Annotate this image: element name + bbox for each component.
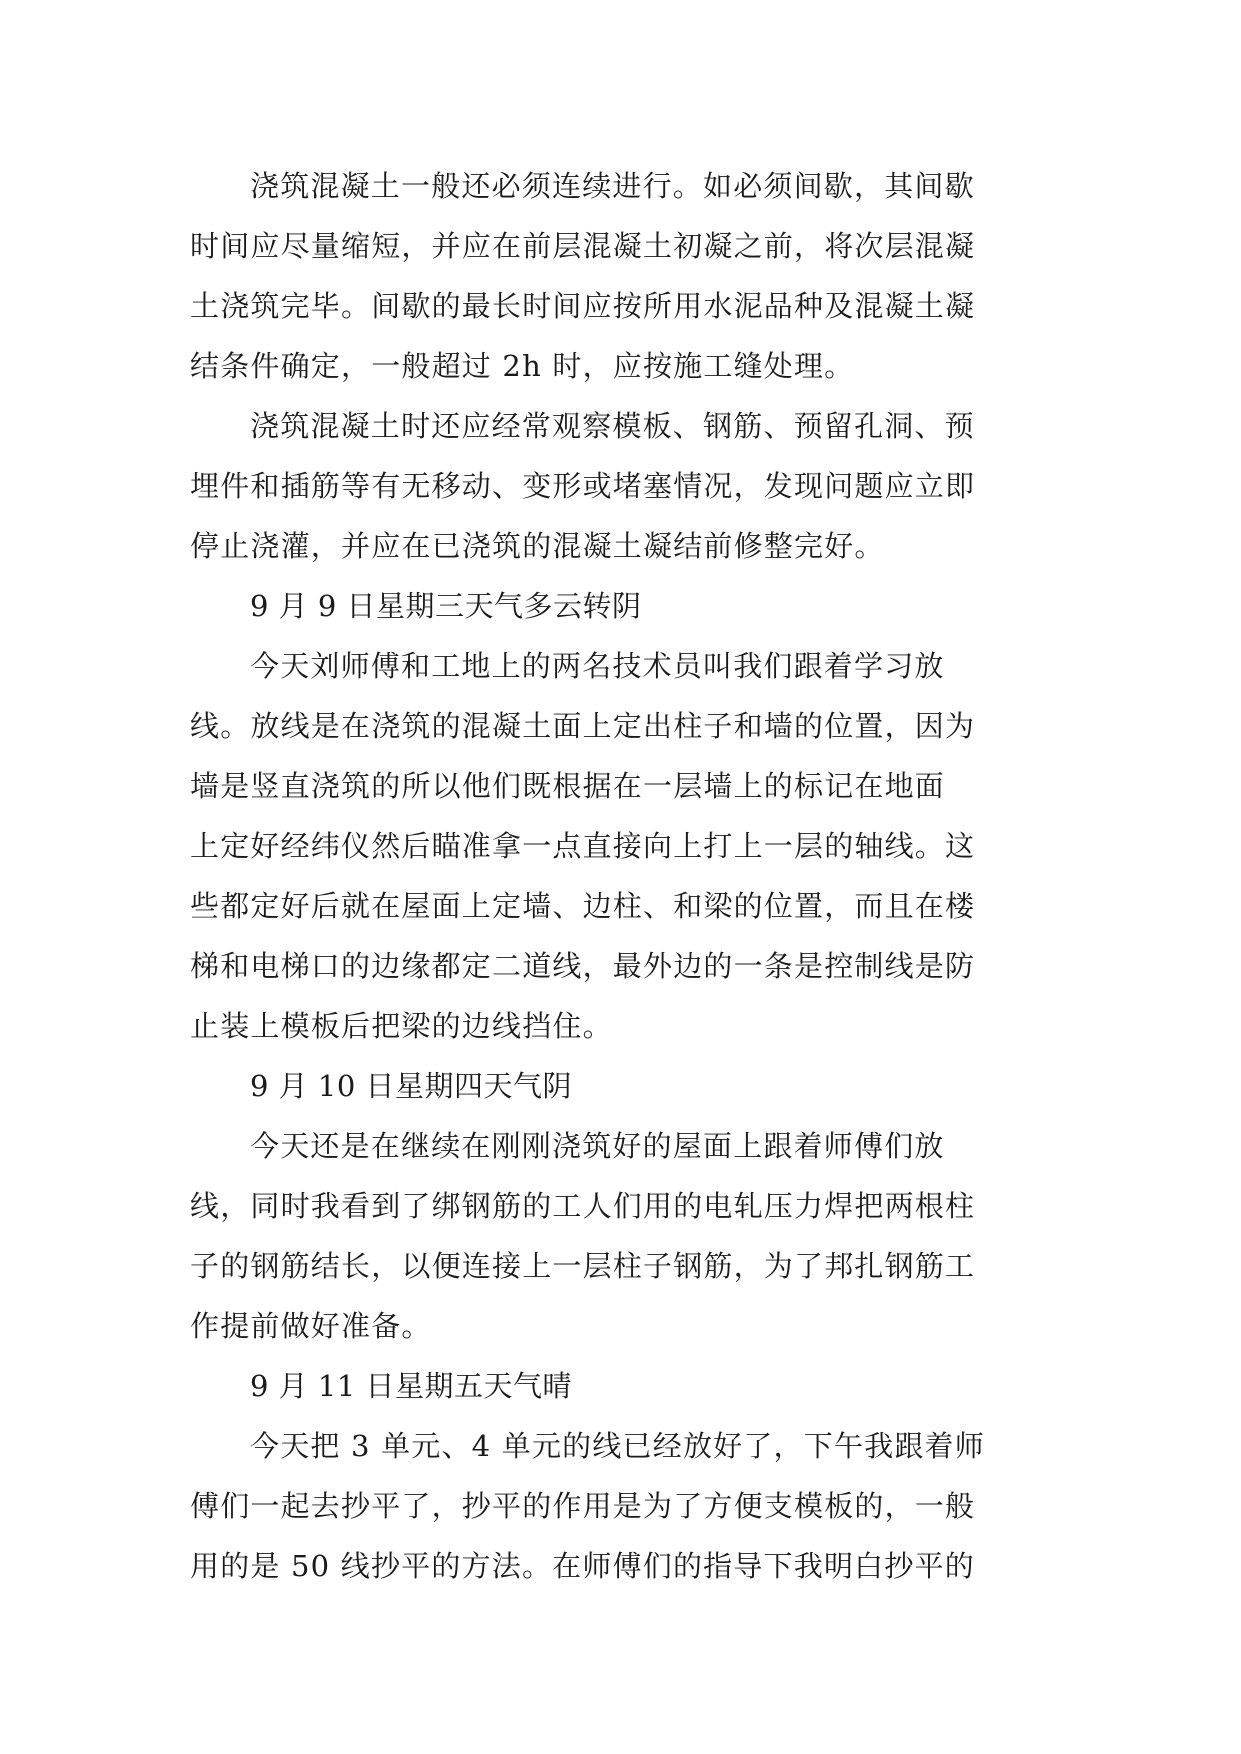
text-line: 傅们一起去抄平了，抄平的作用是为了方便支模板的，一般 [190, 1489, 976, 1523]
text-line: 作提前做好准备。 [190, 1309, 432, 1343]
text-line: 浇筑混凝土时还应经常观察模板、钢筋、预留孔洞、预 [250, 409, 975, 443]
text-line: 子的钢筋结长，以便连接上一层柱子钢筋，为了邦扎钢筋工 [190, 1249, 976, 1283]
text-line: 埋件和插筋等有无移动、变形或堵塞情况，发现问题应立即 [190, 469, 976, 503]
text-line: 结条件确定，一般超过 2h 时，应按施工缝处理。 [190, 349, 855, 383]
diary-date-heading: 9 月 9 日星期三天气多云转阴 [250, 589, 642, 623]
text-line: 时间应尽量缩短，并应在前层混凝土初凝之前，将次层混凝 [190, 229, 976, 263]
diary-date-heading: 9 月 10 日星期四天气阴 [250, 1069, 573, 1103]
text-line: 墙是竖直浇筑的所以他们既根据在一层墙上的标记在地面 [190, 769, 946, 803]
text-line: 今天还是在继续在刚刚浇筑好的屋面上跟着师傅们放 [250, 1129, 945, 1163]
diary-date-heading: 9 月 11 日星期五天气晴 [250, 1369, 573, 1403]
text-line: 用的是 50 线抄平的方法。在师傅们的指导下我明白抄平的 [190, 1549, 975, 1583]
text-line: 止装上模板后把梁的边线挡住。 [190, 1009, 613, 1043]
text-line: 浇筑混凝土一般还必须连续进行。如必须间歇，其间歇 [250, 169, 975, 203]
text-line: 些都定好后就在屋面上定墙、边柱、和梁的位置，而且在楼 [190, 889, 976, 923]
text-line: 停止浇灌，并应在已浇筑的混凝土凝结前修整完好。 [190, 529, 885, 563]
text-line: 今天把 3 单元、4 单元的线已经放好了，下午我跟着师 [250, 1429, 985, 1463]
text-line: 上定好经纬仪然后瞄准拿一点直接向上打上一层的轴线。这 [190, 829, 976, 863]
text-line: 土浇筑完毕。间歇的最长时间应按所用水泥品种及混凝土凝 [190, 289, 976, 323]
text-line: 线，同时我看到了绑钢筋的工人们用的电轧压力焊把两根柱 [190, 1189, 976, 1223]
text-line: 线。放线是在浇筑的混凝土面上定出柱子和墙的位置，因为 [190, 709, 976, 743]
text-line: 梯和电梯口的边缘都定二道线，最外边的一条是控制线是防 [190, 949, 976, 983]
text-line: 今天刘师傅和工地上的两名技术员叫我们跟着学习放 [250, 649, 945, 683]
